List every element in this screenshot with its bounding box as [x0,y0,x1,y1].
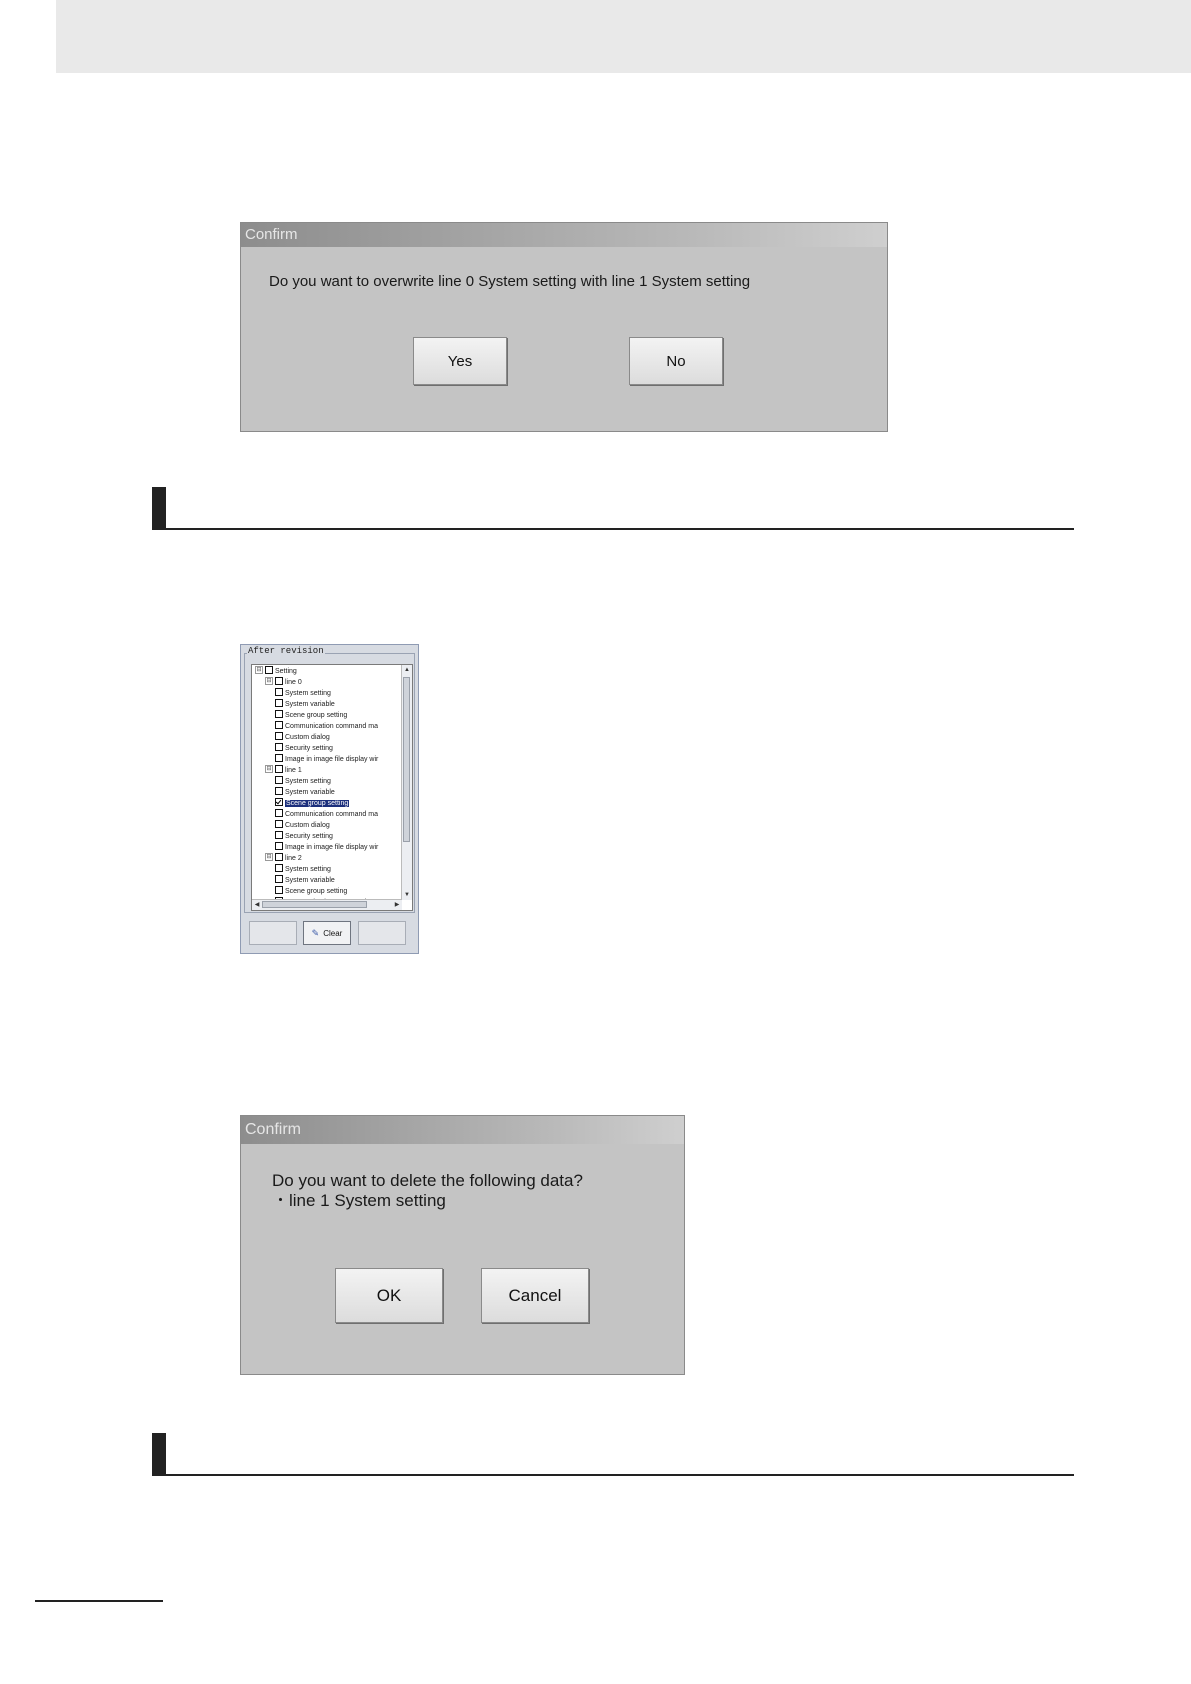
no-button[interactable]: No [629,337,723,385]
tree-item-label: line 0 [285,679,302,686]
tree-item[interactable] [275,688,331,699]
scroll-up-icon[interactable]: ▲ [404,667,410,673]
scroll-down-icon[interactable]: ▼ [404,892,410,898]
footer-rule [35,1600,163,1602]
tree-item-checkbox[interactable] [275,809,283,817]
tree-item-checkbox[interactable] [275,886,283,894]
tree-item-label: Communication command ma [285,811,378,818]
tree-item-label: System variable [285,877,335,884]
tree-item-checkbox[interactable] [275,831,283,839]
vertical-scrollbar[interactable] [401,665,412,900]
tree-item-checkbox[interactable] [275,798,283,806]
section-heading-rule [152,1474,1074,1476]
tree-item[interactable] [275,842,378,853]
scroll-left-icon[interactable]: ◀ [254,902,260,908]
tree-item-label: Custom dialog [285,822,330,829]
tree-item-checkbox[interactable] [275,776,283,784]
tree-item-checkbox[interactable] [275,677,283,685]
collapse-icon[interactable]: ⊟ [266,766,272,773]
section-heading-rule [152,528,1074,530]
cancel-button[interactable]: Cancel [481,1268,589,1323]
after-revision-group [244,646,415,913]
message-line-1: Do you want to delete the following data? [272,1171,583,1190]
tree-item[interactable] [275,886,347,897]
tree-item-checkbox[interactable] [265,666,273,674]
tree-item-label: System variable [285,701,335,708]
disabled-button-1[interactable] [249,921,297,945]
tree-item[interactable] [275,743,333,754]
tree-item-checkbox[interactable] [275,864,283,872]
tree-item[interactable] [275,820,330,831]
tree-item-checkbox[interactable] [275,875,283,883]
tree-item-label: Security setting [285,745,333,752]
tree-item[interactable] [275,776,331,787]
horizontal-scrollbar[interactable] [252,899,402,910]
tree-item-label: System setting [285,866,331,873]
tree-item[interactable] [265,853,302,864]
tree-item[interactable] [275,754,378,765]
tree-item[interactable] [275,699,335,710]
dialog-title: Confirm [241,1116,684,1144]
collapse-icon[interactable]: ⊟ [266,678,272,685]
tree-item-label: Setting [275,668,297,675]
section-heading-marker [152,487,166,530]
tree-item-label: Scene group setting [285,712,348,719]
tree-item-checkbox[interactable] [275,842,283,850]
tree-item-label: System variable [285,789,335,796]
scroll-right-icon[interactable]: ▶ [394,902,400,908]
after-revision-panel [240,644,419,954]
tree-item[interactable] [265,765,302,776]
dialog-title: Confirm [241,223,887,247]
confirm-delete-dialog [240,1115,685,1375]
message-line-2: ・line 1 System setting [272,1191,446,1210]
clear-button[interactable] [303,921,351,945]
yes-button[interactable]: Yes [413,337,507,385]
tree-item-label: Security setting [285,833,333,840]
tree-item-label: Custom dialog [285,734,330,741]
tree-item-checkbox[interactable] [275,820,283,828]
tree-item[interactable] [275,831,333,842]
dialog-message: Do you want to overwrite line 0 System setting with line 1 System setting [269,273,751,290]
collapse-icon[interactable]: ⊟ [266,854,272,861]
tree-item-label: Communication command ma [285,723,378,730]
tree-item-label: System setting [285,690,331,697]
disabled-button-2[interactable] [358,921,406,945]
scrollbar-thumb[interactable] [262,901,367,908]
dialog-message [272,1171,583,1211]
group-legend: After revision [248,646,324,656]
tree-item-label: line 1 [285,767,302,774]
scrollbar-thumb[interactable] [403,677,410,842]
tree-item-checkbox[interactable] [275,853,283,861]
clear-label: Clear [323,928,343,938]
tree-item-checkbox[interactable] [275,710,283,718]
tree-item-checkbox[interactable] [275,743,283,751]
tree-item-checkbox[interactable] [275,765,283,773]
tree-item[interactable] [275,732,330,743]
eraser-icon: ✎ [311,927,320,938]
tree-item-checkbox[interactable] [275,688,283,696]
tree-item-label: Image in image file display wir [285,844,379,851]
tree-rows [252,666,402,898]
tree-item-label: Scene group setting [285,888,348,895]
tree-item-checkbox[interactable] [275,732,283,740]
tree-item-label: System setting [285,778,331,785]
tree-item[interactable] [265,677,302,688]
tree-item[interactable] [275,809,378,820]
confirm-overwrite-dialog [240,222,888,432]
page-header-band [56,0,1191,73]
tree-item-checkbox[interactable] [275,699,283,707]
section-heading-marker [152,1433,166,1476]
tree-item[interactable] [275,710,347,721]
tree-item-checkbox[interactable] [275,721,283,729]
ok-button[interactable]: OK [335,1268,443,1323]
tree-item-checkbox[interactable] [275,787,283,795]
settings-tree[interactable] [251,664,413,911]
tree-item[interactable] [275,875,335,886]
tree-item[interactable] [275,721,378,732]
tree-item[interactable] [275,787,335,798]
tree-item-checkbox[interactable] [275,754,283,762]
tree-item-label: line 2 [285,855,302,862]
tree-item[interactable] [275,864,331,875]
tree-item[interactable] [255,666,297,677]
tree-item-label: Image in image file display wir [285,756,379,763]
tree-item[interactable] [275,798,349,809]
tree-item-label: Scene group setting [286,800,349,807]
collapse-icon[interactable]: ⊟ [256,667,262,674]
